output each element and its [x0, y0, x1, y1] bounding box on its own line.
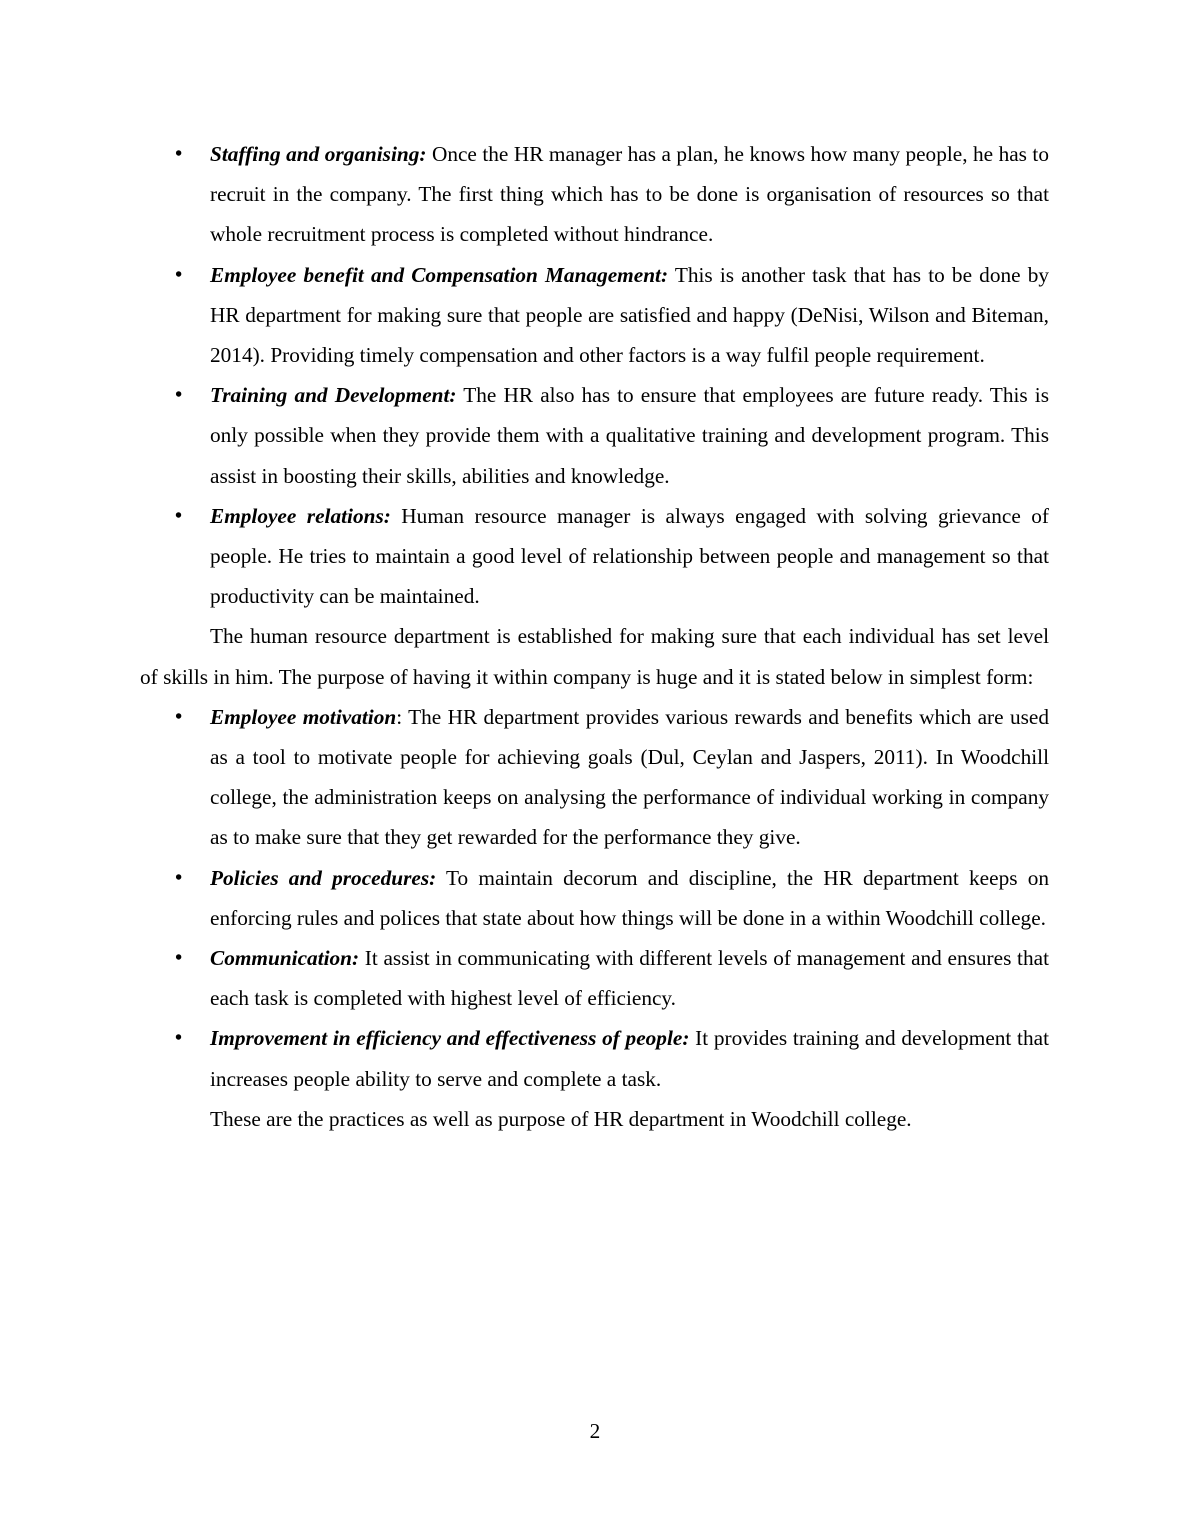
bullet-dot-icon: •	[175, 263, 183, 286]
list-item-text: The HR also has to ensure that employees are future ready. This is only possible when they provide them with a qualitative training and development program. This assist in boosting their skills, abilities and knowledge.	[210, 383, 1049, 488]
list-item-text: Human resource manager is always engaged with solving grievance of people. He tries to maintain a good level of relationship between people and management so that productivity can be maintained.	[210, 503, 1049, 609]
list-item-term: Staffing and organising:	[210, 142, 427, 166]
hr-practices-list	[140, 134, 1049, 616]
body-paragraph: The human resource department is established for making sure that each individual has set level of skills in him. The purpose of having it within company is huge and it is stated below in simplest form:	[140, 624, 1049, 689]
list-item-text: This is another task that has to be done by HR department for making sure that people are satisfied and happy (DeNisi, Wilson and Biteman, 2014). Providing timely compensation and other factors is a way fulfil people requirement.	[210, 262, 1050, 368]
page-number: 2	[589, 1419, 601, 1443]
list-item-text: It provides training and development that increases people ability to serve and complete a task.	[210, 1026, 1049, 1091]
list-item-employee-relations	[140, 496, 1049, 617]
hr-purpose-list	[140, 697, 1049, 1099]
list-item-term: Employee benefit and Compensation Management:	[210, 262, 669, 287]
list-item-term: Improvement in efficiency and effectiveness of people:	[210, 1026, 690, 1051]
list-item-term: Policies and procedures:	[210, 865, 437, 890]
list-item-motivation	[140, 697, 1049, 858]
closing-line: These are the practices as well as purpose of HR department in Woodchill college.	[210, 1106, 912, 1131]
page-content	[140, 134, 1049, 1139]
list-item-term: Employee motivation	[210, 704, 397, 729]
list-item-communication	[140, 938, 1049, 1018]
bullet-dot-icon: •	[175, 947, 183, 970]
list-item-text: : The HR department provides various rewards and benefits which are used as a tool to motivate people for achieving goals (Dul, Ceylan and Jaspers, 2011). In Woodchill college, the administration keeps on analysing the performance of individual working in company as to make sure that they get rewarded for the performance they give.	[210, 704, 1049, 850]
bullet-dot-icon: •	[175, 143, 183, 165]
bullet-dot-icon: •	[175, 1027, 183, 1050]
list-item-efficiency	[140, 1018, 1049, 1098]
list-item-term: Communication:	[210, 946, 360, 971]
list-item-text: Once the HR manager has a plan, he knows how many people, he has to recruit in the company. The first thing which has to be done is organisation of resources so that whole recruitment process is completed without hindrance.	[210, 142, 1049, 247]
list-item-staffing	[140, 134, 1049, 255]
list-item-training	[140, 375, 1049, 496]
bullet-dot-icon: •	[175, 705, 183, 728]
list-item-text: It assist in communicating with different levels of management and ensures that each task is completed with highest level of efficiency.	[210, 946, 1049, 1011]
list-item-policies	[140, 858, 1049, 938]
list-item-text: To maintain decorum and discipline, the HR department keeps on enforcing rules and polices that state about how things will be done in a within Woodchill college.	[210, 865, 1049, 930]
list-item-compensation	[140, 255, 1049, 376]
bullet-dot-icon: •	[175, 504, 183, 527]
bullet-dot-icon: •	[175, 866, 183, 889]
list-item-term: Training and Development:	[210, 383, 457, 408]
list-item-term: Employee relations:	[210, 503, 391, 528]
bullet-dot-icon: •	[175, 384, 183, 407]
